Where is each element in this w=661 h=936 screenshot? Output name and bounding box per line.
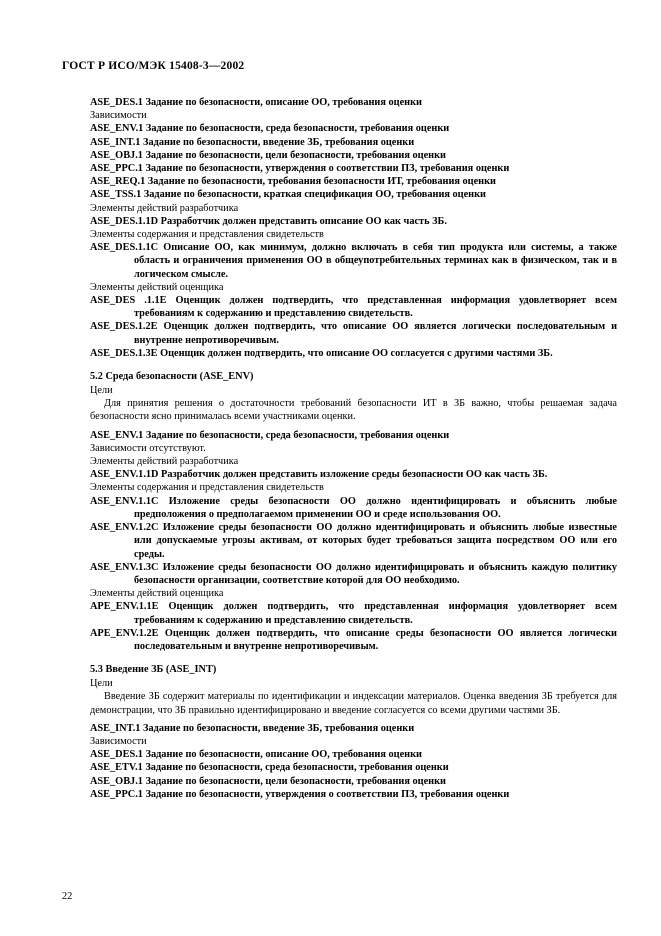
requirement-line: ASE_INT.1 Задание по безопасности, введение ЗБ, требования оценки bbox=[90, 722, 415, 734]
requirement-line: APE_ENV.1.1E Оценщик должен подтвердить, что представленная информация удовлетворяет всем требованиям к содержанию и представлению свидетельств. bbox=[90, 601, 617, 626]
dependencies-label: Зависимости bbox=[90, 110, 147, 122]
requirement-line: ASE_DES.1.2E Оценщик должен подтвердить, что описание ОО является логически последовательным и внутренне непротиворечивым. bbox=[90, 321, 617, 346]
dependencies-label: Зависимости bbox=[90, 735, 147, 747]
content-presentation-label: Элементы содержания и представления свидетельств bbox=[90, 482, 324, 494]
section-heading-5-3: 5.3 Введение ЗБ (ASE_INT) bbox=[90, 664, 217, 676]
section-heading-5-2: 5.2 Среда безопасности (ASE_ENV) bbox=[90, 371, 254, 383]
requirement-line: ASE_DES.1 Задание по безопасности, описание ОО, требования оценки bbox=[90, 97, 422, 108]
developer-actions-label: Элементы действий разработчика bbox=[90, 202, 239, 214]
objectives-paragraph: Для принятия решения о достаточности требований безопасности ИТ в ЗБ важно, чтобы решаемая задача безопасности ясно принималась всеми участниками оценки. bbox=[90, 398, 617, 423]
evaluator-actions-label: Элементы действий оценщика bbox=[90, 588, 224, 600]
dependencies-none: Зависимости отсутствуют. bbox=[90, 442, 206, 454]
requirement-line: ASE_DES .1.1E Оценщик должен подтвердить, что представленная информация удовлетворяет всем требованиям к содержанию и представлению свидетельств. bbox=[90, 295, 617, 320]
requirement-line: ASE_INT.1 Задание по безопасности, введение ЗБ, требования оценки bbox=[90, 136, 415, 148]
requirement-line: ASE_ENV.1 Задание по безопасности, среда безопасности, требования оценки bbox=[90, 429, 450, 441]
requirement-line: ASE_ENV.1.1D Разработчик должен представить изложение среды безопасности ОО как часть ЗБ. bbox=[90, 469, 548, 481]
requirement-line: APE_ENV.1.2E Оценщик должен подтвердить, что описание среды безопасности ОО является логически последовательным и внутренне непротиворечивым. bbox=[90, 627, 617, 652]
requirement-line: ASE_ETV.1 Задание по безопасности, среда безопасности, требования оценки bbox=[90, 762, 449, 774]
requirement-line: ASE_TSS.1 Задание по безопасности, краткая спецификация ОО, требования оценки bbox=[90, 189, 486, 201]
requirement-line: ASE_DES.1 Задание по безопасности, описание ОО, требования оценки bbox=[90, 749, 422, 761]
requirement-line: ASE_DES.1.1D Разработчик должен представить описание ОО как часть ЗБ. bbox=[90, 215, 447, 227]
requirement-line: ASE_DES.1.3E Оценщик должен подтвердить, что описание ОО согласуется с другими частями ЗБ. bbox=[90, 347, 553, 359]
requirement-line: ASE_ENV.1.3С Изложение среды безопасности ОО должно идентифицировать и объяснить каждую политику безопасности организации, соответствие которой для ОО необходимо. bbox=[90, 561, 617, 586]
requirement-line: ASE_PPC.1 Задание по безопасности, утверждения о соответствии ПЗ, требования оценки bbox=[90, 163, 510, 175]
requirement-line: ASE_REQ.1 Задание по безопасности, требования безопасности ИТ, требования оценки bbox=[90, 176, 496, 188]
content-presentation-label: Элементы содержания и представления свидетельств bbox=[90, 229, 324, 241]
requirement-line: ASE_OBJ.1 Задание по безопасности, цели безопасности, требования оценки bbox=[90, 775, 446, 787]
objectives-label: Цели bbox=[90, 385, 113, 397]
requirement-line: ASE_ENV.1.2C Изложение среды безопасности ОО должно идентифицировать и объяснить любые известные или допускаемые угрозы активам, от которых будет требоваться защита посредством ОО или его среды. bbox=[90, 522, 617, 560]
requirement-line: ASE_ENV.1 Задание по безопасности, среда безопасности, требования оценки bbox=[90, 123, 450, 135]
document-header: ГОСТ Р ИСО/МЭК 15408-3—2002 bbox=[62, 60, 245, 72]
requirement-line: ASE_OBJ.1 Задание по безопасности, цели безопасности, требования оценки bbox=[90, 149, 446, 161]
requirement-line: ASE_ENV.1.1C Изложение среды безопасности ОО должно идентифицировать и объяснить любые предположения о предполагаемом применении ОО и среде использования ОО. bbox=[90, 495, 617, 520]
document-body bbox=[90, 96, 617, 801]
requirement-line: ASE_PPC.1 Задание по безопасности, утверждения о соответствии ПЗ, требования оценки bbox=[90, 788, 510, 800]
objectives-paragraph: Введение ЗБ содержит материалы по идентификации и индексации материалов. Оценка введения ЗБ требуется для демонстрации, что ЗБ правильно идентифицировано и введение согласуется со всеми другими частями ЗБ. bbox=[90, 691, 617, 716]
evaluator-actions-label: Элементы действий оценщика bbox=[90, 281, 224, 293]
requirement-line: ASE_DES.1.1C Описание ОО, как минимум, должно включать в себя тип продукта или системы, а также область и ограничения применения ОО в общеупотребительных терминах как в физическом, так и в логическом смысле. bbox=[90, 242, 617, 280]
developer-actions-label: Элементы действий разработчика bbox=[90, 456, 239, 468]
page-number: 22 bbox=[62, 891, 73, 902]
objectives-label: Цели bbox=[90, 678, 113, 690]
